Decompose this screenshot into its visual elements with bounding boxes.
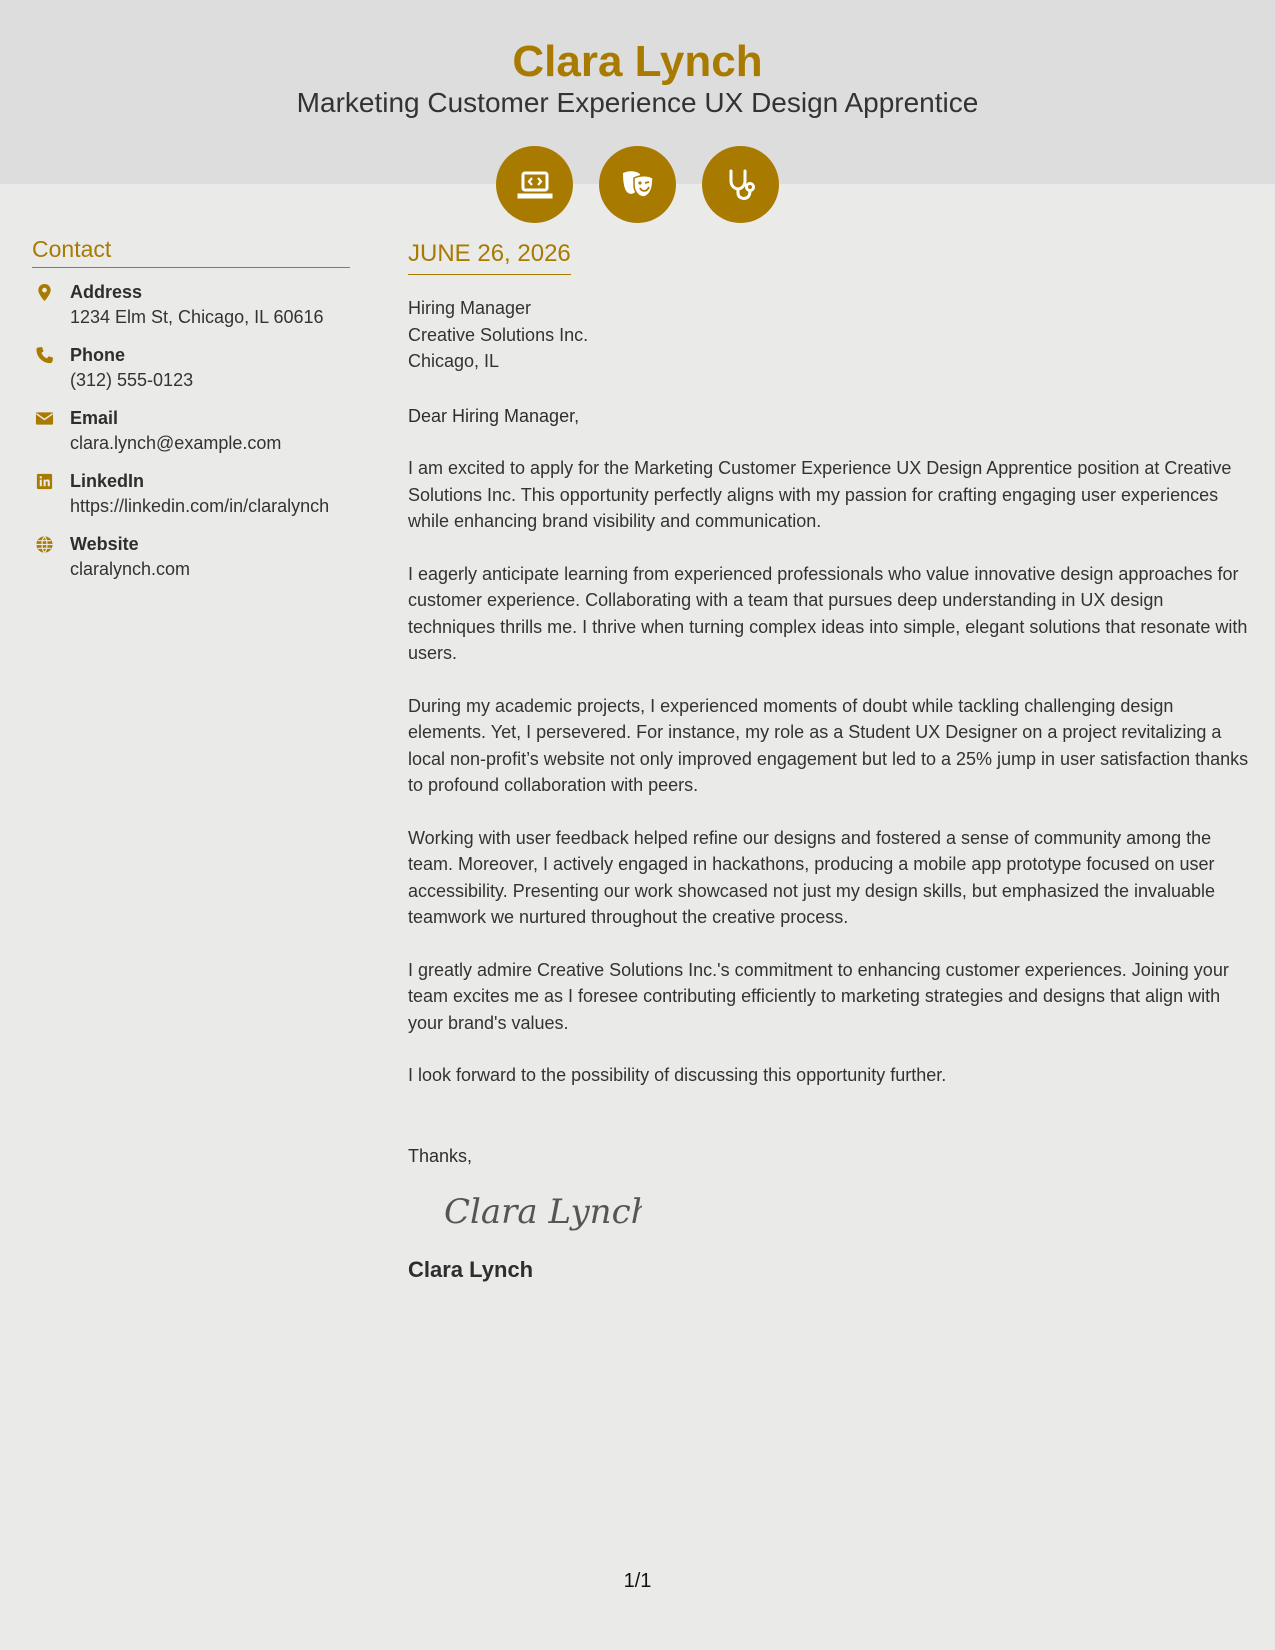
recipient-line: Creative Solutions Inc. [408,324,589,345]
badge-row [496,146,779,223]
letter-date: JUNE 26, 2026 [408,240,571,275]
contact-label: Address [70,282,143,302]
closing: Thanks, [408,1145,473,1166]
recipient-line: Hiring Manager [408,298,532,318]
contact-value: 1234 Elm St, Chicago, IL 60616 [70,307,324,327]
contact-address [32,280,350,330]
sidebar [32,236,350,595]
paragraph: I eagerly anticipate learning from experienced professionals who value innovative design approaches for customer experience. Collaborating with a team that pursues deep understanding in UX design techniques thrills me. I thrive when turning complex ideas into simple, elegant solutions that resonate with users. [408,563,1248,663]
signer-name: Clara Lynch [408,1257,534,1282]
laptop-code-icon [496,146,573,223]
contact-value[interactable]: https://linkedin.com/in/claralynch [70,496,330,516]
contact-value: clara.lynch@example.com [70,433,282,453]
globe-icon [32,532,70,582]
recipient-line: Chicago, IL [408,351,500,371]
envelope-icon [32,406,70,456]
contact-heading: Contact [32,236,350,268]
contact-label: Website [70,534,139,554]
paragraph: I look forward to the possibility of discussing this opportunity further. [408,1065,947,1085]
linkedin-icon [32,469,70,519]
map-pin-icon [32,280,70,330]
paragraph: I am excited to apply for the Marketing Customer Experience UX Design Apprentice position at Creative Solutions Inc. This opportunity perfectly aligns with my passion for crafting engaging user experiences while enhancing brand visibility and communication. [408,458,1232,531]
contact-value[interactable]: claralynch.com [70,559,191,579]
contact-linkedin [32,469,350,519]
letter-body [408,240,1253,1283]
signature-text: Clara Lynch [444,1192,642,1232]
contact-label: LinkedIn [70,471,145,491]
job-title: Marketing Customer Experience UX Design Apprentice [296,87,979,118]
applicant-name: Clara Lynch [512,37,763,86]
contact-label: Email [70,408,119,428]
signature [442,1181,1253,1245]
contact-label: Phone [70,345,126,365]
masks-theater-icon [599,146,676,223]
contact-value: (312) 555-0123 [70,370,194,390]
stethoscope-icon [702,146,779,223]
contact-email [32,406,350,456]
phone-icon [32,343,70,393]
paragraph: Working with user feedback helped refine our designs and fostered a sense of community among the team. Moreover, I actively engaged in hackathons, producing a mobile app prototype focused on user accessibility. Presenting our work showcased not just my design skills, but emphasized the invaluable teamwork we nurtured throughout the creative process. [408,827,1216,927]
paragraph: During my academic projects, I experienced moments of doubt while tackling challenging design elements. Yet, I persevered. For instance, my role as a Student UX Designer on a project revitalizing a local non-profit’s website not only improved engagement but led to a 25% jump in user satisfaction thanks to profound collaboration with peers. [408,695,1249,795]
paragraph: I greatly admire Creative Solutions Inc.'s commitment to enhancing customer experiences. Joining your team excites me as I foresee contributing efficiently to marketing strategies and designs that align with your brand's values. [408,959,1229,1033]
contact-website [32,532,350,582]
contact-phone [32,343,350,393]
page-number: 1/1 [623,1570,652,1592]
contact-list [32,280,350,582]
salutation: Dear Hiring Manager, [408,405,580,426]
recipient-block [408,295,1253,375]
